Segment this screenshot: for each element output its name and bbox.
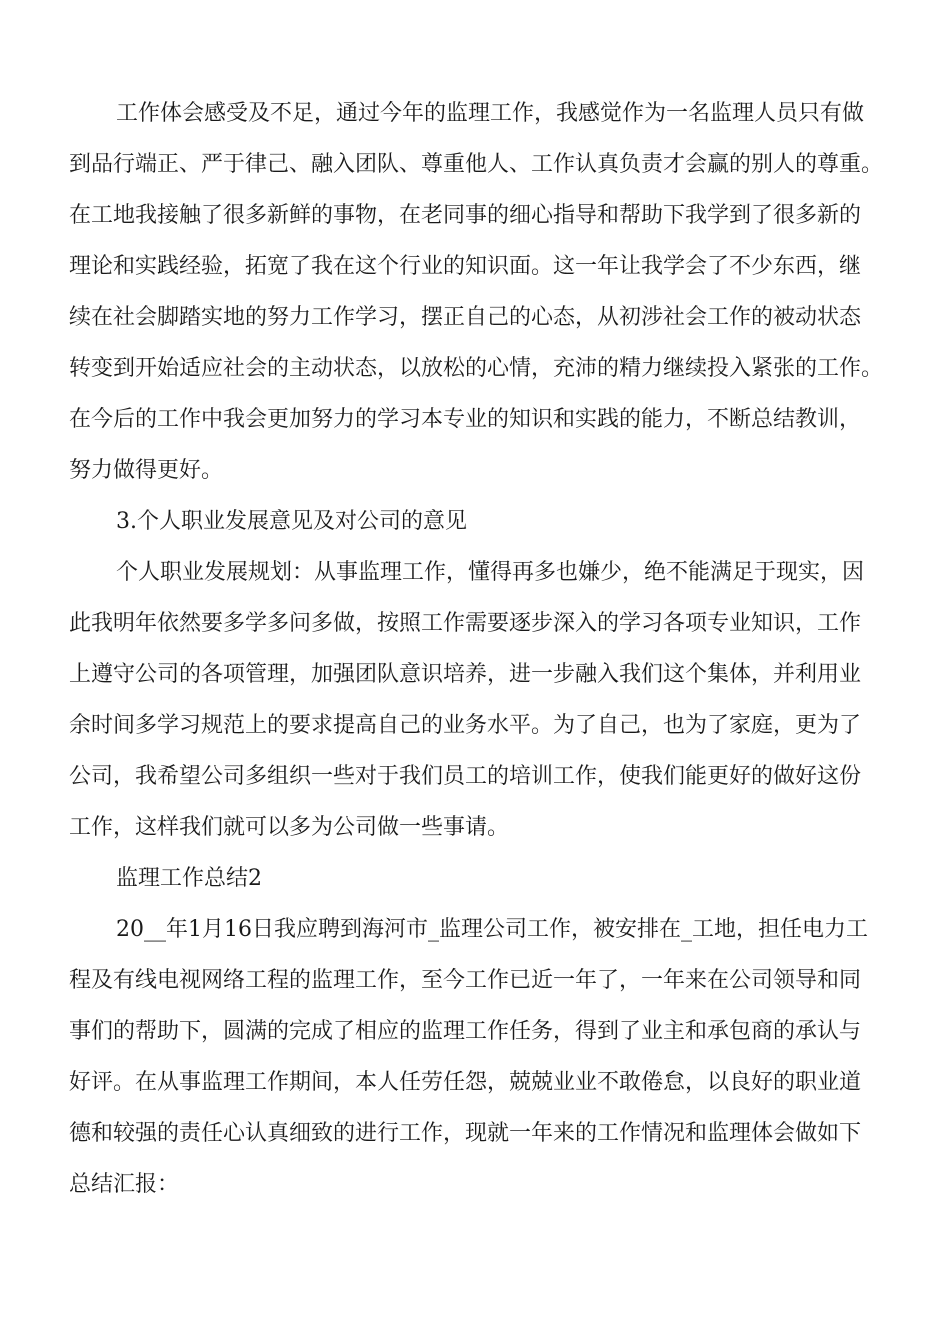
paragraph-line: 20__年1月16日我应聘到海河市_监理公司工作，被安排在_工地，担任电力工	[116, 917, 868, 942]
paragraph-line: 在今后的工作中我会更加努力的学习本专业的知识和实践的能力，不断总结教训，	[69, 407, 862, 432]
paragraph-line: 此我明年依然要多学多问多做，按照工作需要逐步深入的学习各项专业知识，工作	[69, 611, 862, 636]
paragraph-line: 程及有线电视网络工程的监理工作，至今工作已近一年了，一年来在公司领导和同	[69, 968, 862, 993]
paragraph-line: 转变到开始适应社会的主动状态，以放松的心情，充沛的精力继续投入紧张的工作。	[69, 356, 884, 381]
paragraph-line: 公司，我希望公司多组织一些对于我们员工的培训工作，使我们能更好的做好这份	[69, 764, 862, 789]
paragraph-line: 德和较强的责任心认真细致的进行工作，现就一年来的工作情况和监理体会做如下	[69, 1121, 862, 1146]
paragraph-line: 上遵守公司的各项管理，加强团队意识培养，进一步融入我们这个集体，并利用业	[69, 662, 862, 687]
paragraph-line: 余时间多学习规范上的要求提高自己的业务水平。为了自己，也为了家庭，更为了	[69, 713, 862, 738]
paragraph-line: 工作体会感受及不足，通过今年的监理工作，我感觉作为一名监理人员只有做	[116, 101, 865, 126]
section-heading: 3.个人职业发展意见及对公司的意见	[116, 509, 467, 534]
paragraph-line: 总结汇报：	[69, 1172, 180, 1197]
paragraph-line: 理论和实践经验，拓宽了我在这个行业的知识面。这一年让我学会了不少东西，继	[69, 254, 862, 279]
paragraph-line: 好评。在从事监理工作期间，本人任劳任怨，兢兢业业不敢倦怠，以良好的职业道	[69, 1070, 862, 1095]
section-heading: 监理工作总结2	[116, 866, 262, 891]
paragraph-line: 事们的帮助下，圆满的完成了相应的监理工作任务，得到了业主和承包商的承认与	[69, 1019, 862, 1044]
paragraph-line: 工作，这样我们就可以多为公司做一些事请。	[69, 815, 510, 840]
paragraph-line: 努力做得更好。	[69, 458, 224, 483]
paragraph-line: 在工地我接触了很多新鲜的事物，在老同事的细心指导和帮助下我学到了很多新的	[69, 203, 862, 228]
paragraph-line: 到品行端正、严于律己、融入团队、尊重他人、工作认真负责才会赢的别人的尊重。	[69, 152, 884, 177]
paragraph-line: 续在社会脚踏实地的努力工作学习，摆正自己的心态，从初涉社会工作的被动状态	[69, 305, 862, 330]
paragraph-line: 个人职业发展规划：从事监理工作，懂得再多也嫌少，绝不能满足于现实，因	[116, 560, 865, 585]
